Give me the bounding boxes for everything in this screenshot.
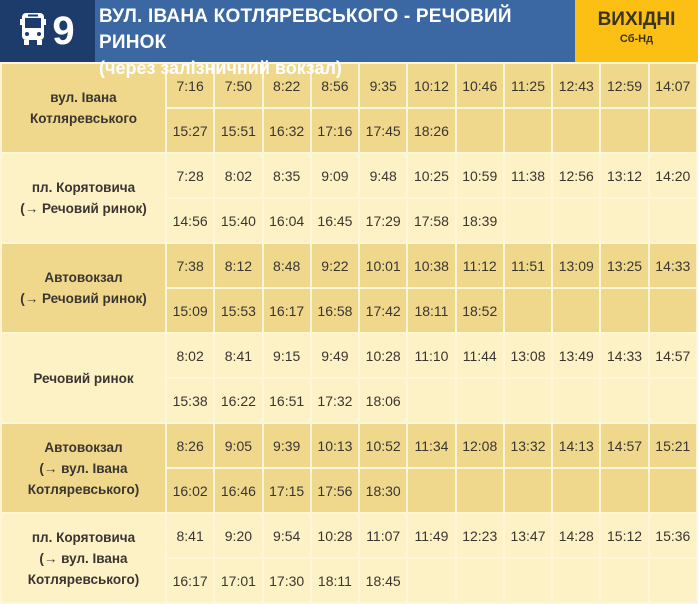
departure-time: 17:42 (359, 288, 407, 333)
departure-time: 8:22 (263, 63, 311, 108)
table-row (1, 153, 697, 198)
stop-name-line: (→ вул. Івана (39, 460, 128, 476)
departure-time (456, 558, 504, 603)
departure-time: 10:12 (407, 63, 455, 108)
departure-time: 9:20 (214, 513, 262, 558)
departure-time (552, 108, 600, 153)
departure-time: 14:20 (649, 153, 697, 198)
departure-time (649, 558, 697, 603)
departure-time: 18:26 (407, 108, 455, 153)
departure-time: 18:11 (407, 288, 455, 333)
departure-time: 15:51 (214, 108, 262, 153)
departure-time (649, 378, 697, 423)
departure-time (600, 378, 648, 423)
departure-time: 9:54 (263, 513, 311, 558)
departure-time: 11:25 (504, 63, 552, 108)
table-row (1, 243, 697, 288)
departure-time: 16:51 (263, 378, 311, 423)
departure-time: 16:04 (263, 198, 311, 243)
departure-time: 11:44 (456, 333, 504, 378)
departure-time: 9:48 (359, 153, 407, 198)
departure-time: 15:09 (166, 288, 214, 333)
departure-time: 15:36 (649, 513, 697, 558)
departure-time: 9:39 (263, 423, 311, 468)
departure-time: 13:09 (552, 243, 600, 288)
departure-time (552, 288, 600, 333)
departure-time: 16:32 (263, 108, 311, 153)
departure-time: 10:13 (311, 423, 359, 468)
departure-time (504, 558, 552, 603)
bus-icon (20, 12, 46, 51)
departure-time: 10:01 (359, 243, 407, 288)
departure-time: 17:56 (311, 468, 359, 513)
days-badge (575, 0, 698, 62)
departure-time: 17:30 (263, 558, 311, 603)
departure-time: 10:52 (359, 423, 407, 468)
departure-time: 16:02 (166, 468, 214, 513)
timetable (0, 62, 698, 604)
departure-time (552, 558, 600, 603)
stop-name (1, 333, 166, 423)
departure-time: 18:45 (359, 558, 407, 603)
route-number: 9 (52, 8, 75, 53)
departure-time: 7:50 (214, 63, 262, 108)
departure-time: 11:12 (456, 243, 504, 288)
schedule-header (0, 0, 698, 78)
departure-time: 14:57 (600, 423, 648, 468)
departure-time (407, 558, 455, 603)
stop-name-line: Котляревського) (27, 481, 140, 497)
departure-time: 16:22 (214, 378, 262, 423)
stop-name (1, 243, 166, 333)
departure-time: 15:38 (166, 378, 214, 423)
departure-time: 17:45 (359, 108, 407, 153)
stop-name-line: пл. Корятовича (31, 529, 136, 545)
departure-time: 16:46 (214, 468, 262, 513)
departure-time: 18:06 (359, 378, 407, 423)
departure-time (504, 468, 552, 513)
departure-time: 11:10 (407, 333, 455, 378)
departure-time: 9:49 (311, 333, 359, 378)
departure-time: 8:12 (214, 243, 262, 288)
departure-time: 7:28 (166, 153, 214, 198)
departure-time: 18:52 (456, 288, 504, 333)
stop-name-line: Речовий ринок (33, 370, 134, 386)
stop-name-line: (→ Речовий ринок) (20, 291, 147, 306)
departure-time (649, 468, 697, 513)
departure-time (504, 288, 552, 333)
departure-time: 8:41 (166, 513, 214, 558)
departure-time (407, 378, 455, 423)
route-title-main: ВУЛ. ІВАНА КОТЛЯРЕВСЬКОГО - РЕЧОВИЙ РИНОК (99, 6, 512, 53)
departure-time (504, 108, 552, 153)
departure-time: 10:59 (456, 153, 504, 198)
departure-time: 14:57 (649, 333, 697, 378)
departure-time (552, 468, 600, 513)
stop-name-line: пл. Корятовича (31, 180, 136, 195)
departure-time: 11:51 (504, 243, 552, 288)
stop-name (1, 423, 166, 513)
departure-time: 17:16 (311, 108, 359, 153)
departure-time: 10:28 (359, 333, 407, 378)
departure-time: 7:38 (166, 243, 214, 288)
departure-time (600, 558, 648, 603)
departure-time: 10:25 (407, 153, 455, 198)
departure-time: 11:38 (504, 153, 552, 198)
departure-time: 8:26 (166, 423, 214, 468)
departure-time: 9:09 (311, 153, 359, 198)
departure-time (456, 468, 504, 513)
departure-time: 15:21 (649, 423, 697, 468)
departure-time: 17:15 (263, 468, 311, 513)
departure-time: 10:46 (456, 63, 504, 108)
departure-time: 8:35 (263, 153, 311, 198)
departure-time: 13:32 (504, 423, 552, 468)
departure-time: 13:47 (504, 513, 552, 558)
departure-time: 9:05 (214, 423, 262, 468)
departure-time: 14:28 (552, 513, 600, 558)
stop-name-line: Автовокзал (44, 270, 123, 285)
stop-name-line: (→ Речовий ринок) (20, 201, 147, 216)
departure-time (649, 198, 697, 243)
stop-name-line: вул. Івана (50, 90, 117, 105)
departure-time: 12:08 (456, 423, 504, 468)
table-row (1, 423, 697, 468)
departure-time: 15:40 (214, 198, 262, 243)
departure-time: 12:23 (456, 513, 504, 558)
table-row (1, 333, 697, 378)
departure-time: 9:22 (311, 243, 359, 288)
departure-time: 13:25 (600, 243, 648, 288)
departure-time: 7:16 (166, 63, 214, 108)
days-label: ВИХІДНІ (597, 9, 676, 30)
departure-time: 9:35 (359, 63, 407, 108)
departure-time: 8:02 (166, 333, 214, 378)
departure-time: 12:56 (552, 153, 600, 198)
departure-time: 17:58 (407, 198, 455, 243)
departure-time: 17:29 (359, 198, 407, 243)
departure-time: 11:49 (407, 513, 455, 558)
departure-time (456, 108, 504, 153)
departure-time (600, 468, 648, 513)
departure-time (552, 378, 600, 423)
departure-time: 8:41 (214, 333, 262, 378)
departure-time: 18:11 (311, 558, 359, 603)
departure-time: 14:33 (649, 243, 697, 288)
departure-time: 9:15 (263, 333, 311, 378)
departure-time (456, 378, 504, 423)
departure-time: 11:07 (359, 513, 407, 558)
departure-time: 15:12 (600, 513, 648, 558)
departure-time (600, 288, 648, 333)
departure-time: 15:27 (166, 108, 214, 153)
stop-name-line: Автовокзал (44, 439, 123, 455)
departure-time: 11:34 (407, 423, 455, 468)
departure-time: 16:17 (166, 558, 214, 603)
departure-time: 15:53 (214, 288, 262, 333)
departure-time: 14:07 (649, 63, 697, 108)
route-title (95, 0, 575, 78)
departure-time: 13:49 (552, 333, 600, 378)
stop-name (1, 513, 166, 603)
table-row (1, 513, 697, 558)
departure-time: 18:39 (456, 198, 504, 243)
departure-time (600, 198, 648, 243)
departure-time: 17:01 (214, 558, 262, 603)
departure-time: 8:02 (214, 153, 262, 198)
departure-time: 14:56 (166, 198, 214, 243)
stop-name-line: Котляревського) (27, 571, 140, 587)
departure-time (407, 468, 455, 513)
departure-time: 17:32 (311, 378, 359, 423)
departure-time: 10:28 (311, 513, 359, 558)
departure-time: 12:43 (552, 63, 600, 108)
departure-time: 8:56 (311, 63, 359, 108)
departure-time: 16:58 (311, 288, 359, 333)
departure-time: 18:30 (359, 468, 407, 513)
departure-time: 14:13 (552, 423, 600, 468)
stop-name-line: Котляревського (29, 111, 138, 126)
departure-time: 10:38 (407, 243, 455, 288)
departure-time (649, 288, 697, 333)
departure-time (600, 108, 648, 153)
days-sub: Сб-Нд (619, 33, 654, 45)
stop-name-line: (→ вул. Івана (39, 550, 128, 566)
route-badge (0, 0, 95, 62)
departure-time (552, 198, 600, 243)
departure-time (504, 378, 552, 423)
departure-time: 14:33 (600, 333, 648, 378)
departure-time (504, 198, 552, 243)
stop-name (1, 153, 166, 243)
departure-time: 8:48 (263, 243, 311, 288)
departure-time: 16:45 (311, 198, 359, 243)
departure-time (649, 108, 697, 153)
departure-time: 13:12 (600, 153, 648, 198)
departure-time: 12:59 (600, 63, 648, 108)
departure-time: 16:17 (263, 288, 311, 333)
departure-time: 13:08 (504, 333, 552, 378)
route-title-via: (через залізничний вокзал) (99, 58, 342, 78)
